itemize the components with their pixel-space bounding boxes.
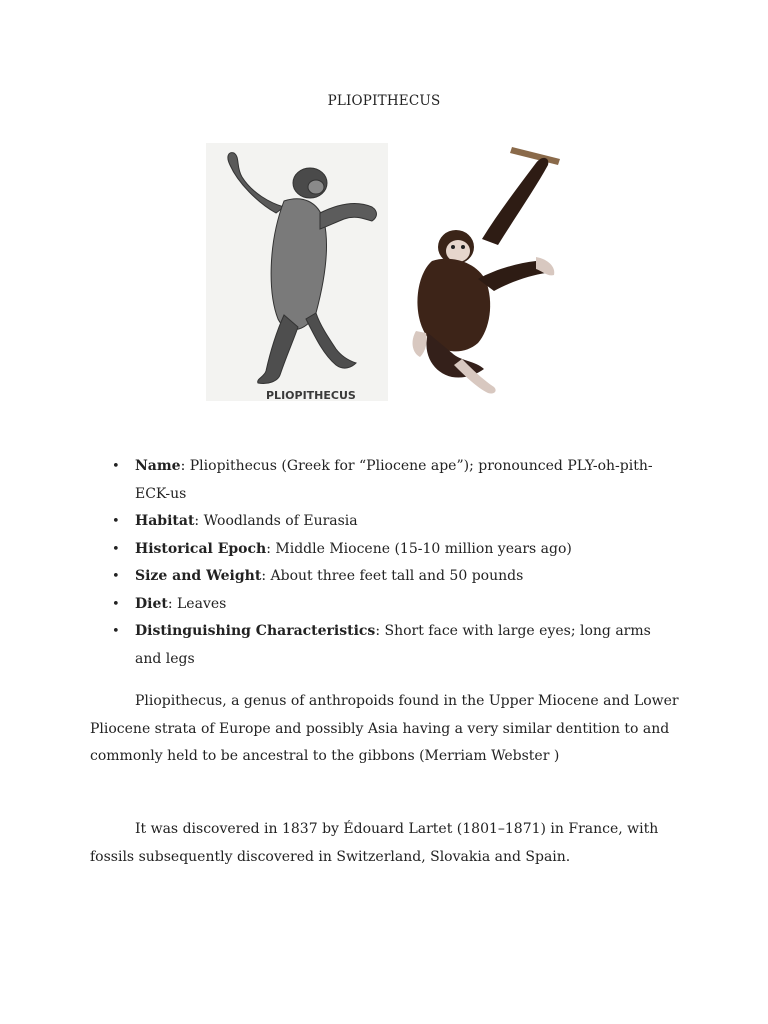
fact-habitat [108,508,668,536]
fact-text: : Short face with large eyes; long arms and legs [135,623,651,667]
fact-label: Habitat [135,513,195,529]
bullet-icon: • [112,541,120,557]
pliopithecus-illustration [206,143,564,403]
body-paragraph: Pliopithecus, a genus of anthropoids found in the Upper Miocene and Lower Pliocene strata of Europe and possibly Asia having a very similar dentition to and commonly held to be ancestral to the gibbons (Merriam Webster ) [90,693,679,764]
fact-historical-epoch [108,536,668,564]
pliopithecus-figure [206,143,564,403]
fact-label: Diet [135,595,168,612]
fact-text: : About three feet tall and 50 pounds [261,568,524,584]
fact-text: : Woodlands of Eurasia [194,513,358,529]
bullet-icon: • [112,514,120,529]
fact-label: Historical Epoch [135,540,267,557]
bullet-icon: • [112,569,120,584]
fact-label: Size and Weight [135,568,262,584]
page-title: PLIOPITHECUS [327,93,441,109]
bullet-icon: • [112,596,120,612]
bullet-icon: • [112,624,120,639]
fact-text: : Pliopithecus (Greek for “Pliocene ape”); pronounced PLY-oh-pith-ECK-us [135,458,653,502]
fact-list [108,453,668,673]
fact-distinguishing-characteristics [108,618,668,673]
figure-caption: PLIOPITHECUS [266,389,356,402]
bullet-icon: • [112,459,120,474]
fact-text: : Middle Miocene (15-10 million years ago) [266,540,572,557]
fact-diet [108,591,668,619]
fact-label: Name [135,458,181,474]
fact-text: : Leaves [167,595,227,612]
body-paragraph: It was discovered in 1837 by Édouard Lartet (1801–1871) in France, with fossils subsequently discovered in Switzerland, Slovakia and Spain. [90,821,659,865]
hanging-ape-illustration [413,147,560,394]
fact-label: Distinguishing Characteristics [135,623,376,639]
fact-name [108,453,668,508]
fact-size-and-weight [108,563,668,591]
